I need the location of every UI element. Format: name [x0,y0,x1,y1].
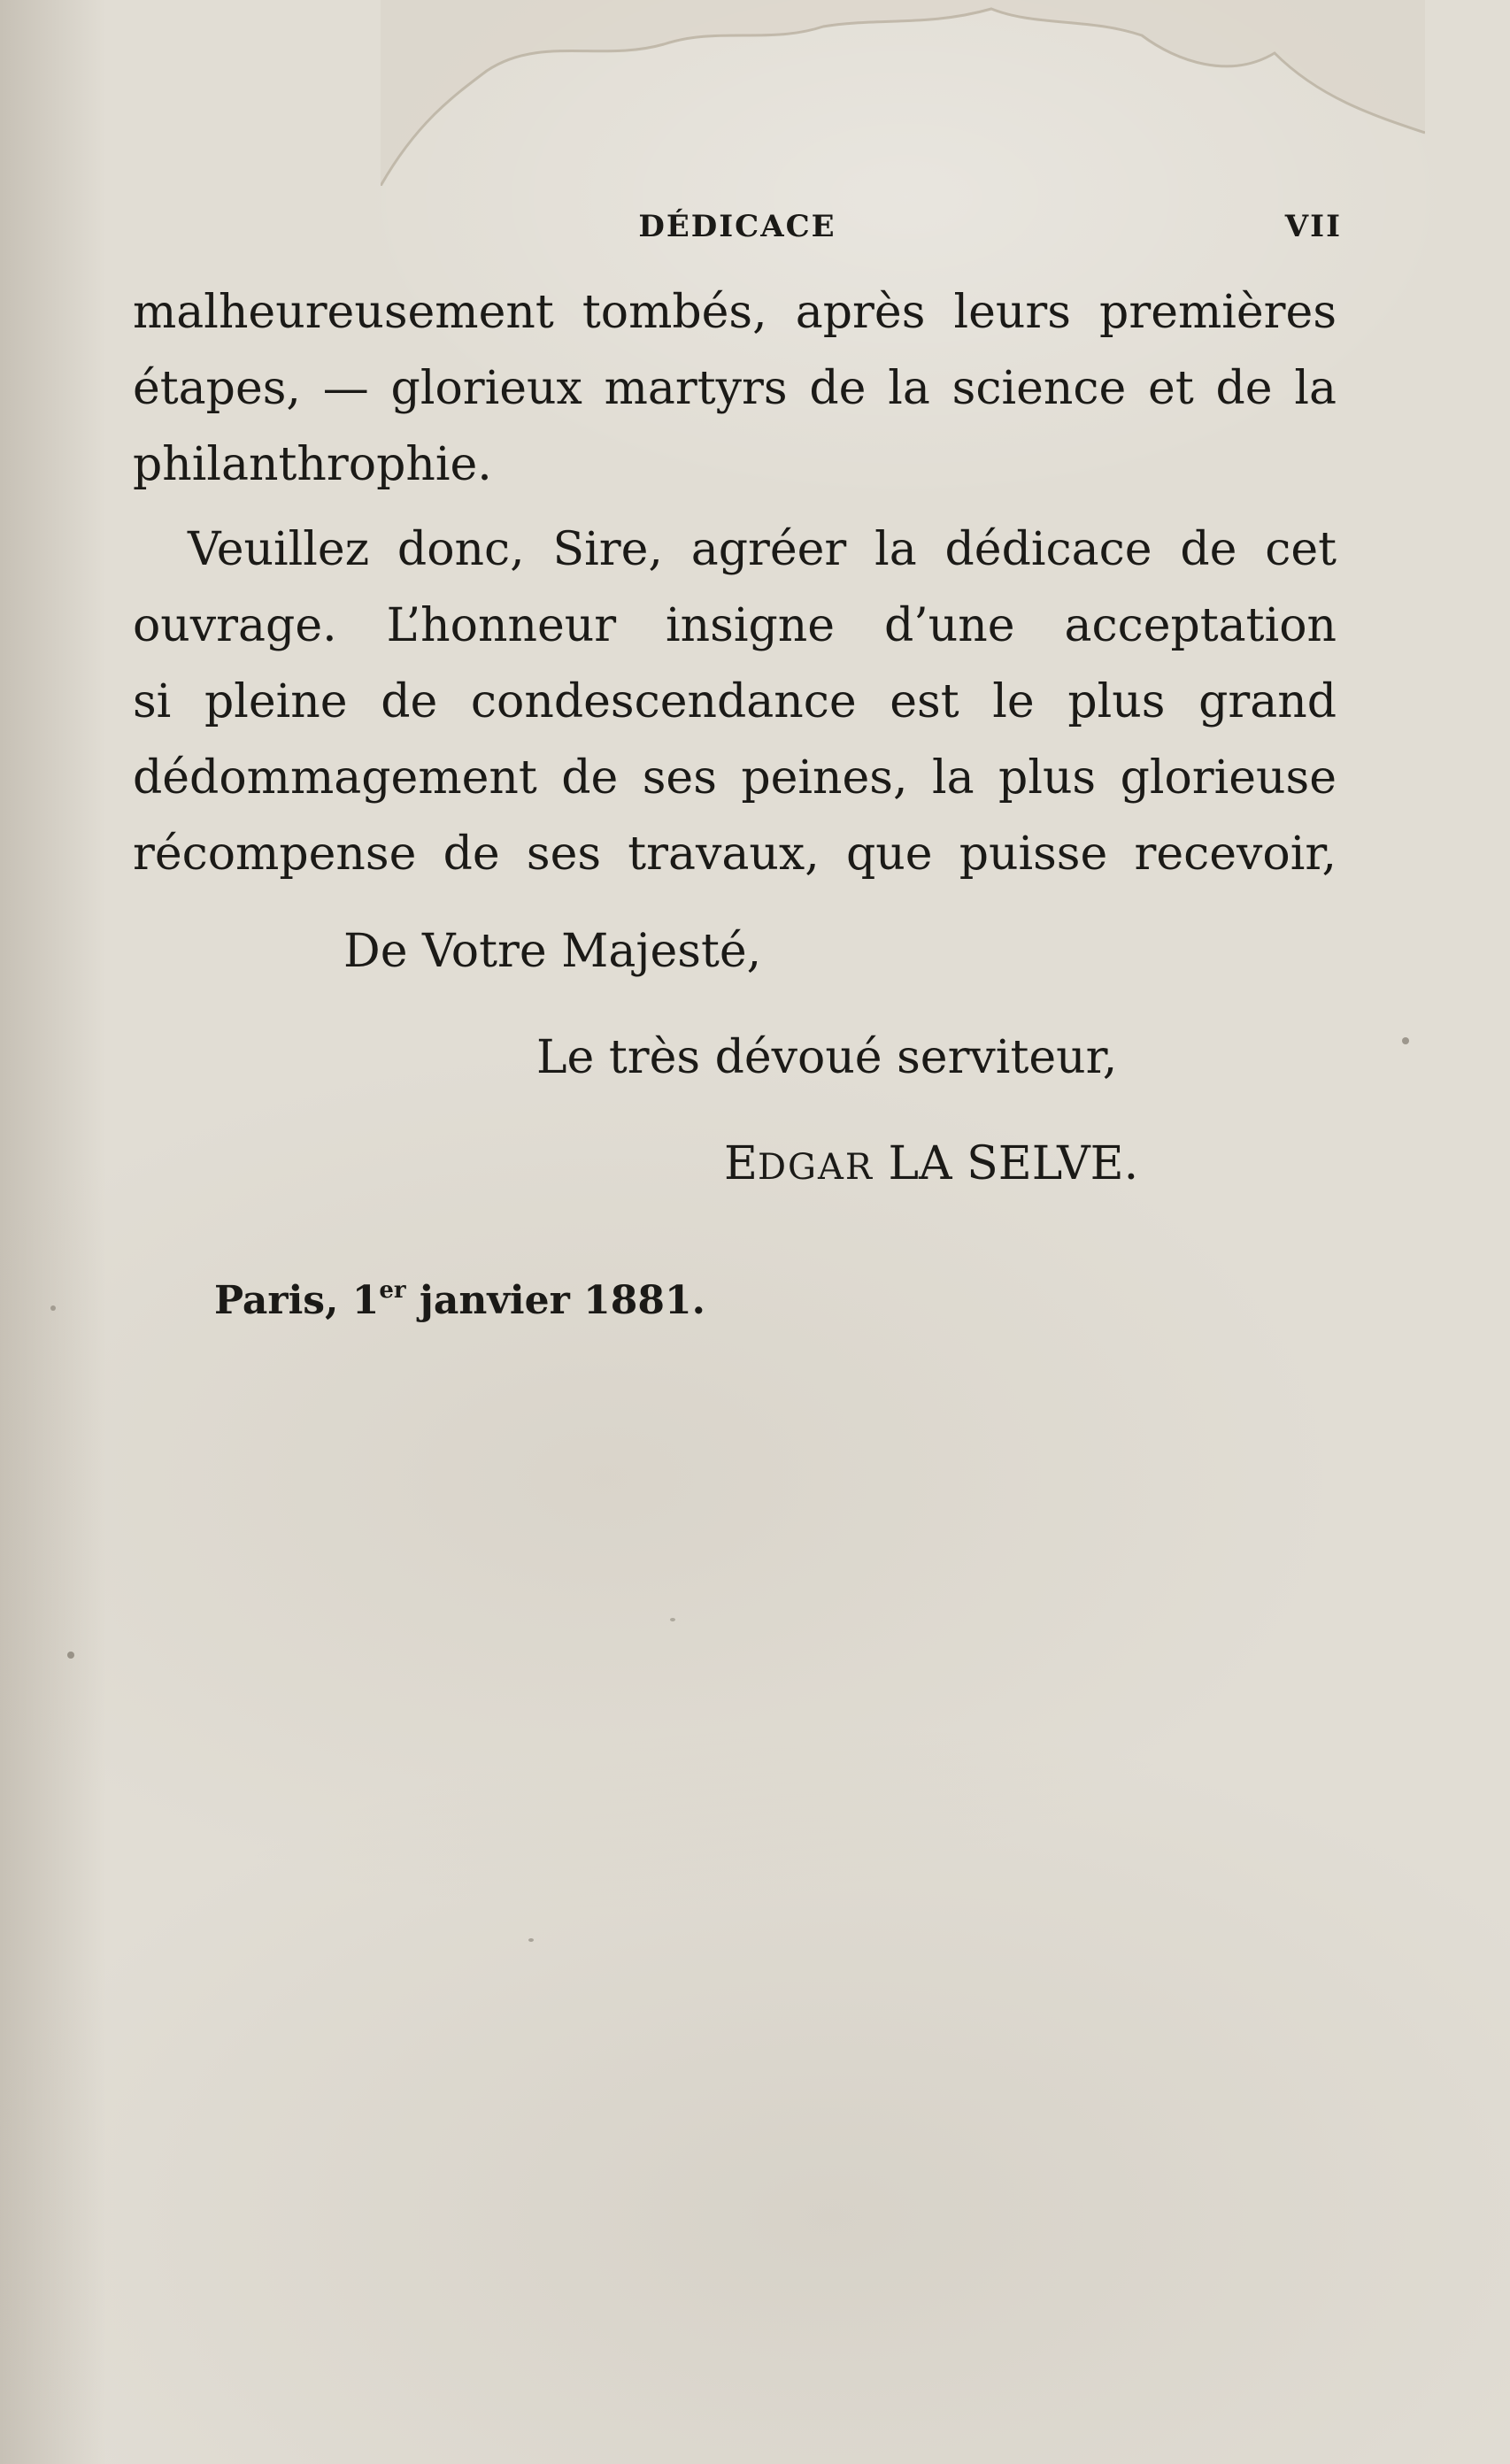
text-line: si pleine de condescendance est le plus grand [133,675,1337,728]
dateline-place: Paris, 1 [214,1278,380,1323]
running-head [133,209,1342,253]
torn-paper-shadow [381,0,1425,186]
torn-paper-edge [381,0,1425,186]
signature-initial: E [724,1137,758,1190]
running-title: DÉDICACE [638,209,836,244]
stain-mark [67,1652,74,1659]
salutation: De Votre Majesté, [343,925,762,978]
body-text [133,274,1337,892]
text-line: ouvrage. L’honneur insigne d’une acceptation [133,599,1337,652]
stain-mark [528,1938,534,1942]
dateline-superscript: er [379,1277,406,1304]
text-line: récompense de ses travaux, que puisse recevoir, [133,828,1337,881]
torn-paper-line [381,9,1425,186]
text-line: étapes, — glorieux martyrs de la science et de la [133,362,1337,415]
text-line: malheureusement tombés, après leurs premières [133,286,1337,339]
complimentary-close: Le très dévoué serviteur, [536,1031,1118,1084]
text-line: Veuillez donc, Sire, agréer la dédicace de cet [188,523,1337,576]
page-number: VII [1284,209,1342,244]
stain-mark [670,1618,675,1621]
signature-smallcaps: DGAR [757,1147,874,1188]
stain-mark [1402,1037,1409,1044]
dateline [214,1264,705,1328]
signature [724,1133,1138,1198]
text-line: philanthrophie. [133,438,492,491]
paragraph-gap [133,503,1337,512]
dateline-date: janvier 1881. [405,1278,705,1323]
stain-mark [50,1305,56,1311]
signature-surname: LA SELVE. [874,1137,1139,1190]
text-line: dédommagement de ses peines, la plus glorieuse [133,751,1337,805]
